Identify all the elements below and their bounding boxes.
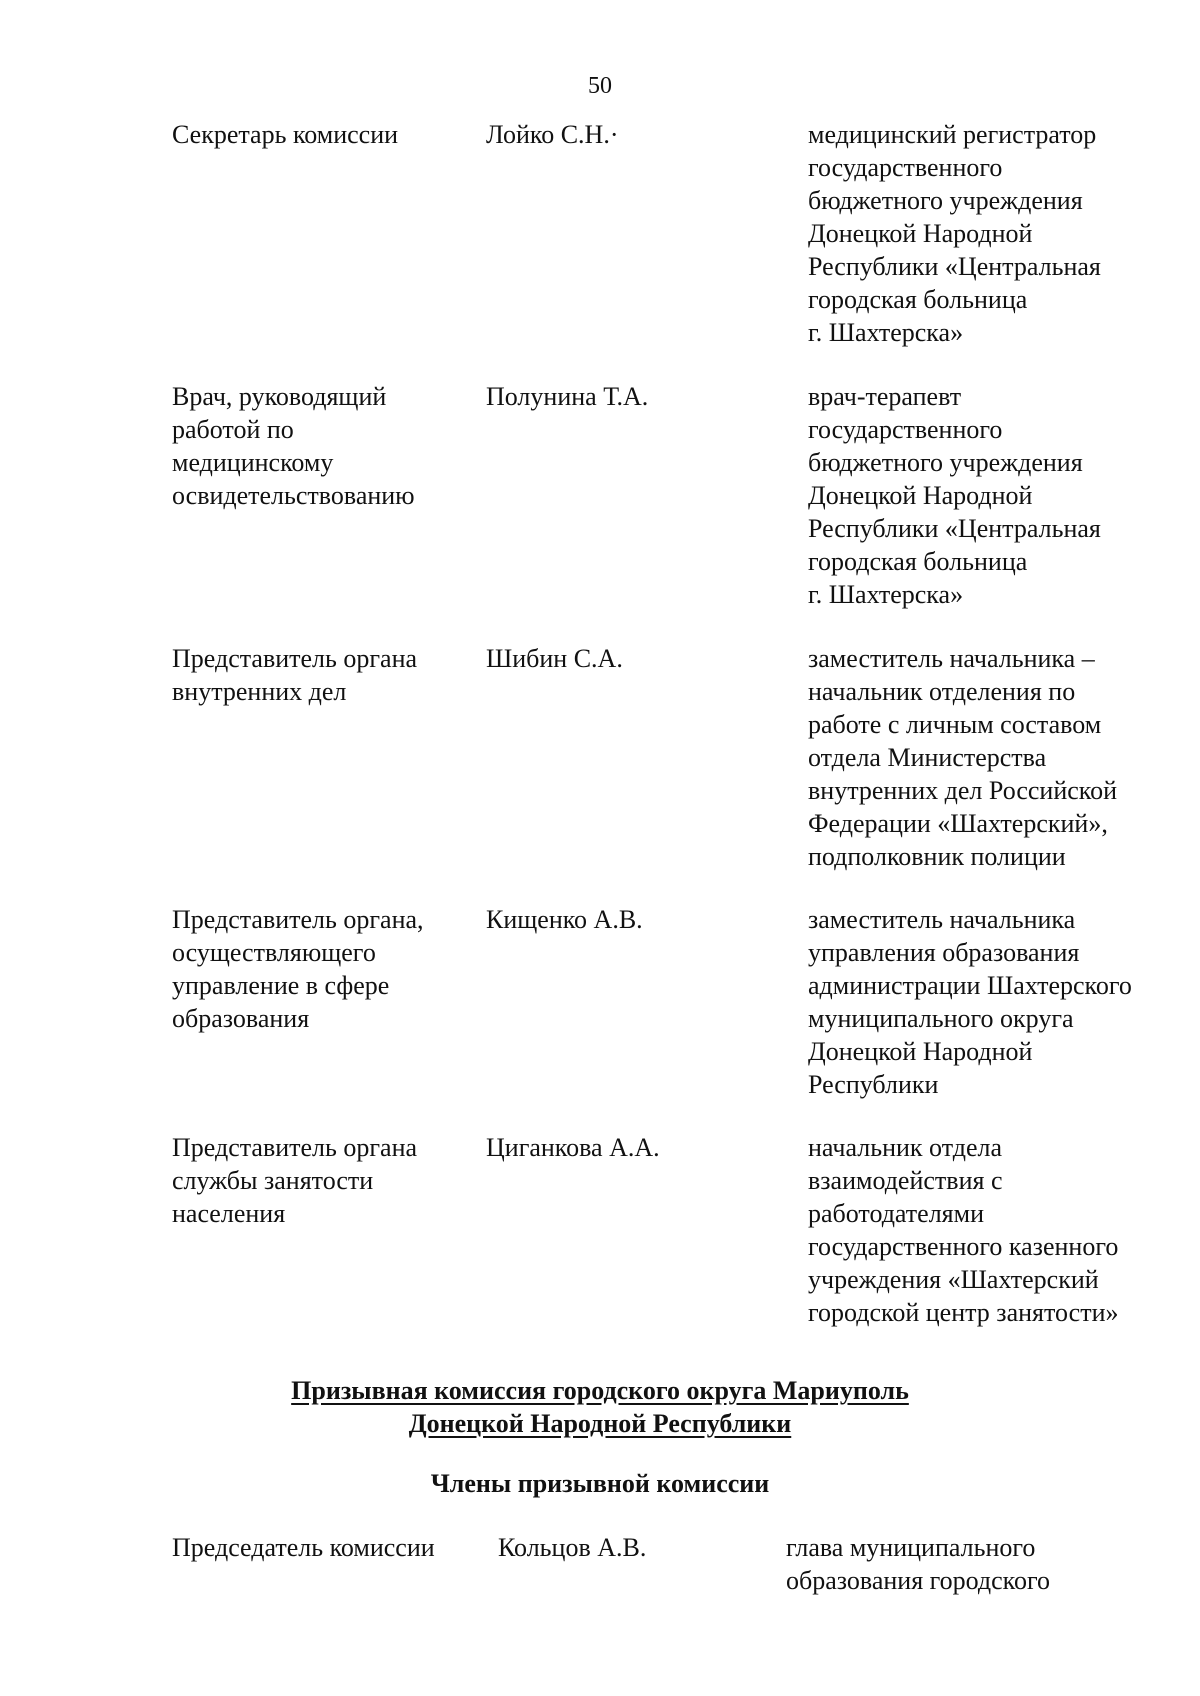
- member-name: Шибин С.А.: [486, 644, 623, 673]
- commission-heading-line: Призывная комиссия городского округа Мариуполь: [291, 1376, 909, 1405]
- role-line: службы занятости: [172, 1166, 374, 1195]
- position-line: городской центр занятости»: [808, 1298, 1119, 1327]
- position-line: заместитель начальника –: [808, 644, 1095, 673]
- position-line: муниципального округа: [808, 1004, 1074, 1033]
- position-line: учреждения «Шахтерский: [808, 1265, 1099, 1294]
- commission-heading-line: Донецкой Народной Республики: [408, 1409, 792, 1438]
- position-line: медицинский регистратор: [808, 120, 1097, 149]
- position-line: г. Шахтерска»: [808, 318, 964, 347]
- position-line: городская больница: [808, 285, 1028, 314]
- position-line: администрации Шахтерского: [808, 971, 1132, 1000]
- position-line: глава муниципального: [786, 1533, 1036, 1562]
- position-line: Республики «Центральная: [808, 514, 1101, 543]
- role-line: образования: [172, 1004, 310, 1033]
- role-line: внутренних дел: [172, 677, 347, 706]
- position-line: бюджетного учреждения: [808, 448, 1083, 477]
- member-position: [786, 1531, 1050, 1597]
- role-line: Представитель органа,: [172, 905, 424, 934]
- page-number: 50: [588, 73, 612, 99]
- member-name: Лойко С.Н.·: [486, 120, 619, 149]
- position-line: Донецкой Народной: [808, 1037, 1033, 1066]
- position-line: Федерации «Шахтерский»,: [808, 809, 1108, 838]
- member-position: [808, 118, 1101, 349]
- position-line: подполковник полиции: [808, 842, 1066, 871]
- member-position: [808, 1131, 1118, 1329]
- member-role: [172, 380, 415, 512]
- commission-heading: [0, 1374, 1200, 1440]
- role-line: Представитель органа: [172, 644, 418, 673]
- member-name: Кищенко А.В.: [486, 905, 643, 934]
- member-position: [808, 380, 1101, 611]
- position-line: работодателями: [808, 1199, 984, 1228]
- position-line: врач-терапевт: [808, 382, 962, 411]
- members-heading: Члены призывной комиссии: [430, 1469, 770, 1498]
- member-position: [808, 903, 1132, 1101]
- role-line: населения: [172, 1199, 286, 1228]
- position-line: г. Шахтерска»: [808, 580, 964, 609]
- member-role: [172, 1131, 417, 1230]
- position-line: взаимодействия с: [808, 1166, 1003, 1195]
- role-line: Председатель комиссии: [172, 1533, 435, 1562]
- position-line: заместитель начальника: [808, 905, 1076, 934]
- member-position: [808, 642, 1117, 873]
- member-role: [172, 1531, 435, 1564]
- position-line: государственного: [808, 153, 1003, 182]
- position-line: Донецкой Народной: [808, 481, 1033, 510]
- position-line: начальник отдела: [808, 1133, 1003, 1162]
- position-line: городская больница: [808, 547, 1028, 576]
- member-name: Полунина Т.А.: [486, 382, 649, 411]
- position-line: внутренних дел Российской: [808, 776, 1118, 805]
- role-line: освидетельствованию: [172, 481, 415, 510]
- role-line: Врач, руководящий: [172, 382, 387, 411]
- member-role: [172, 903, 424, 1035]
- role-line: Представитель органа: [172, 1133, 418, 1162]
- member-name: Циганкова А.А.: [486, 1133, 660, 1162]
- position-line: государственного казенного: [808, 1232, 1119, 1261]
- position-line: Донецкой Народной: [808, 219, 1033, 248]
- position-line: государственного: [808, 415, 1003, 444]
- member-role: [172, 118, 398, 151]
- role-line: Секретарь комиссии: [172, 120, 399, 149]
- position-line: отдела Министерства: [808, 743, 1047, 772]
- role-line: управление в сфере: [172, 971, 390, 1000]
- position-line: Республики: [808, 1070, 939, 1099]
- role-line: работой по: [172, 415, 294, 444]
- position-line: управления образования: [808, 938, 1080, 967]
- position-line: Республики «Центральная: [808, 252, 1101, 281]
- position-line: работе с личным составом: [808, 710, 1102, 739]
- member-role: [172, 642, 417, 708]
- position-line: начальник отделения по: [808, 677, 1076, 706]
- role-line: медицинскому: [172, 448, 334, 477]
- position-line: образования городского: [786, 1566, 1051, 1595]
- position-line: бюджетного учреждения: [808, 186, 1083, 215]
- member-name: Кольцов А.В.: [498, 1533, 647, 1562]
- role-line: осуществляющего: [172, 938, 376, 967]
